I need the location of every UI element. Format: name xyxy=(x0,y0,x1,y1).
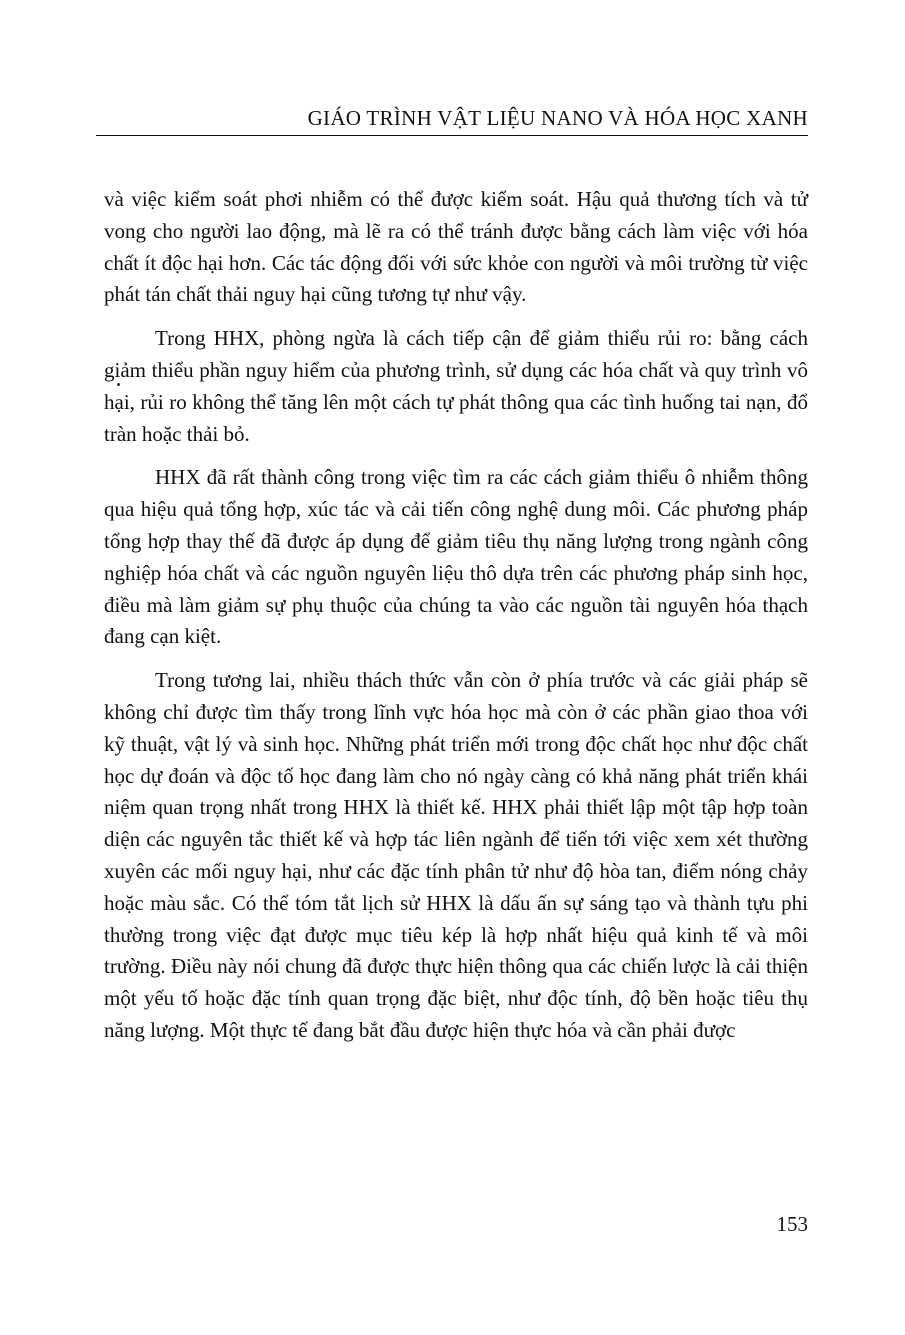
body-text xyxy=(104,184,808,1059)
paragraph-2: Trong HHX, phòng ngừa là cách tiếp cận để giảm thiểu rủi ro: bằng cách giảm thiểu phần nguy hiểm của phương trình, sử dụng các hóa chất và quy trình vô hại, rủi ro không thể tăng lên một cách tự phát thông qua các tình huống tai nạn, đổ tràn hoặc thải bỏ. xyxy=(104,326,808,446)
paragraph-1: và việc kiểm soát phơi nhiễm có thể được kiểm soát. Hậu quả thương tích và tử vong cho người lao động, mà lẽ ra có thể tránh được bằng cách làm việc với hóa chất ít độc hại hơn. Các tác động đối với sức khỏe con người và môi trường từ việc phát tán chất thải nguy hại cũng tương tự như vậy. xyxy=(104,187,808,307)
paragraph-3: HHX đã rất thành công trong việc tìm ra các cách giảm thiểu ô nhiễm thông qua hiệu quả tổng hợp, xúc tác và cải tiến công nghệ dung môi. Các phương pháp tổng hợp thay thế đã được áp dụng để giảm tiêu thụ năng lượng trong ngành công nghiệp hóa chất và các nguồn nguyên liệu thô dựa trên các phương pháp sinh học, điều mà làm giảm sự phụ thuộc của chúng ta vào các nguồn tài nguyên hóa thạch đang cạn kiệt. xyxy=(104,465,808,649)
paragraph-4: Trong tương lai, nhiều thách thức vẫn còn ở phía trước và các giải pháp sẽ không chỉ được tìm thấy trong lĩnh vực hóa học mà còn ở các phần giao thoa với kỹ thuật, vật lý và sinh học. Những phát triển mới trong độc chất học như độc chất học dự đoán và độc tố học đang làm cho nó ngày càng có khả năng phát triển khái niệm quan trọng nhất trong HHX là thiết kế. HHX phải thiết lập một tập hợp toàn diện các nguyên tắc thiết kế và hợp tác liên ngành để tiến tới việc xem xét thường xuyên các mối nguy hại, như các đặc tính phân tử như độ hòa tan, điểm nóng chảy hoặc màu sắc. Có thể tóm tắt lịch sử HHX là dấu ấn sự sáng tạo và thành tựu phi thường trong việc đạt được mục tiêu kép là hợp nhất hiệu quả kinh tế và môi trường. Điều này nói chung đã được thực hiện thông qua các chiến lược là cải thiện một yếu tố hoặc đặc tính quan trọng đặc biệt, như độc tính, độ bền hoặc tiêu thụ năng lượng. Một thực tế đang bắt đầu được hiện thực hóa và cần phải được xyxy=(104,668,808,1042)
header-rule xyxy=(96,135,808,136)
page-number: 153 xyxy=(776,1212,808,1236)
running-header: GIÁO TRÌNH VẬT LIỆU NANO VÀ HÓA HỌC XANH xyxy=(307,106,808,130)
